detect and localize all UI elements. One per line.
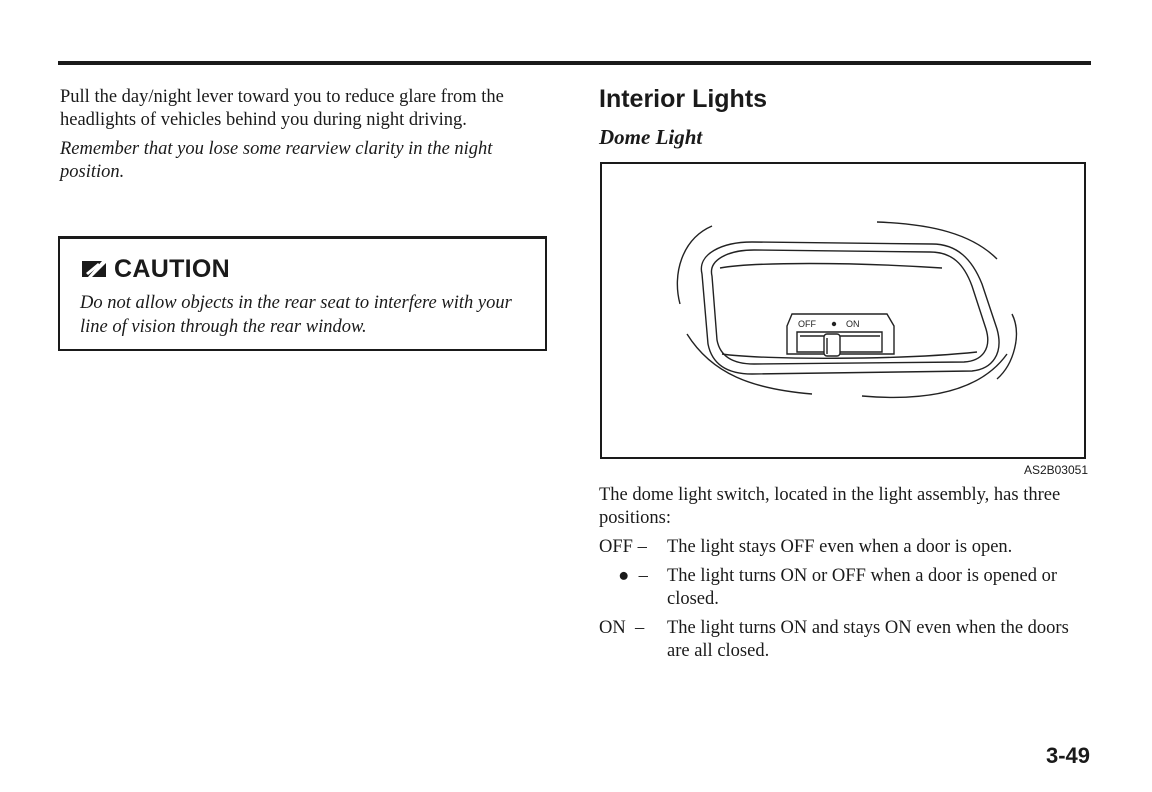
position-desc: The light turns ON and stays ON even when the doors are all closed.	[667, 618, 1069, 661]
caution-heading	[80, 255, 230, 284]
mirror-note: Remember that you lose some rearview clarity in the night position.	[60, 139, 493, 182]
figure-id: AS2B03051	[1023, 463, 1088, 477]
switch-door-dot	[832, 322, 836, 326]
dome-light-description	[599, 484, 1091, 669]
caution-text: Do not allow objects in the rear seat to interfere with your line of vision through the rear window.	[80, 293, 512, 337]
caution-icon	[80, 259, 110, 281]
left-column	[60, 86, 550, 190]
subsection-title: Dome Light	[599, 125, 703, 149]
position-row-door	[599, 565, 1091, 611]
dome-light-figure	[600, 162, 1086, 459]
section-title: Interior Lights	[599, 85, 768, 113]
position-term: ● –	[618, 566, 648, 586]
caution-title: CAUTION	[114, 255, 230, 283]
position-row-on	[599, 617, 1091, 663]
position-term: ON –	[599, 618, 645, 638]
position-desc: The light turns ON or OFF when a door is opened or closed.	[667, 566, 1057, 609]
positions-intro: The dome light switch, located in the light assembly, has three positions:	[599, 485, 1061, 528]
mirror-paragraph: Pull the day/night lever toward you to reduce glare from the headlights of vehicles behind you during night driving.	[60, 87, 504, 130]
position-row-off	[599, 536, 1091, 559]
right-column	[599, 84, 1091, 150]
position-term: OFF –	[599, 537, 647, 557]
page-number: 3-49	[1045, 743, 1090, 768]
header-rule	[58, 61, 1091, 65]
dome-light-illustration	[602, 164, 1084, 457]
caution-box	[58, 236, 547, 351]
switch-on-label: ON	[846, 319, 860, 329]
position-desc: The light stays OFF even when a door is open.	[667, 537, 1013, 557]
switch-off-label: OFF	[798, 319, 816, 329]
